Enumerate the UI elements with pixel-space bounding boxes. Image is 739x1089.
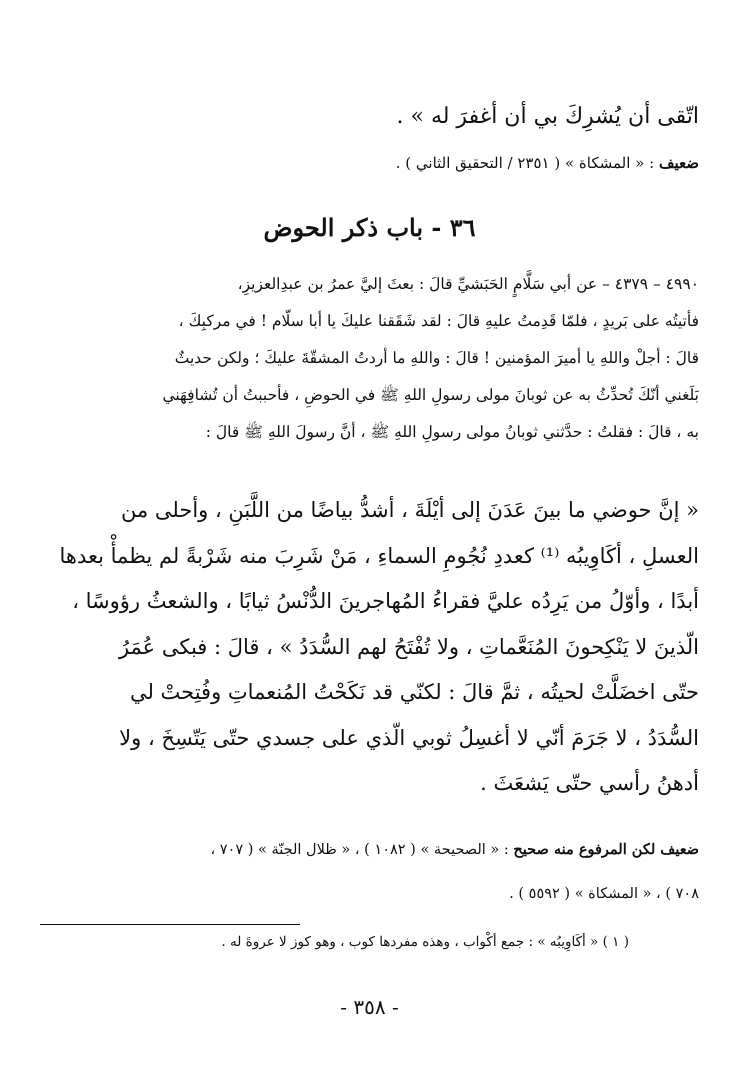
hadith-grading [32, 828, 699, 916]
hadith-narration [32, 266, 699, 451]
footnote-divider [40, 924, 300, 925]
closing-text: اتّقى أن يُشرِكَ بي أن أغفرَ له » . [396, 104, 699, 129]
prophetic-quote [32, 488, 699, 807]
quote-line: أدهنُ رأسي حتّى يَشعَثَ . [480, 771, 699, 795]
quote-line: السُّدَدُ ، لا جَرَمَ أنّي لا أغسِلُ ثوبي الّذي على جسدي حتّى يَتّسِخَ ، ولا [119, 725, 699, 750]
quote-line: الّذينَ لا يَنْكِحونَ المُنَعَّماتِ ، ولا تُفْتَحُ لهم السُّدَدُ » ، قالَ : فبكى عُمَرُ [118, 634, 699, 659]
quote-line: « إنَّ حوضي ما بينَ عَدَنَ إلى أيْلَةَ ، أشدُّ بياضًا من اللَّبَنِ ، وأحلى من [120, 498, 699, 522]
footnote: ( ١ ) « أكَاوِيبُه » : جمع أكْواب ، وهذه مفردها كوب ، وهو كوز لا عروةَ له . [221, 934, 629, 950]
grading-references-continued: ٧٠٨ ) ، « المشكاة » ( ٥٥٩٢ ) . [509, 886, 699, 902]
page-number: - ٣٥٨ - [340, 995, 399, 1019]
grading-text: : « المشكاة » ( ٢٣٥١ / التحقيق الثاني ) . [395, 154, 655, 172]
grading-label: ضعيف [658, 154, 699, 172]
grading-label: ضعيف لكن المرفوع منه صحيح [513, 841, 699, 858]
previous-hadith-closing [32, 100, 699, 134]
previous-grading [32, 150, 699, 176]
chapter-title: ٣٦ - باب ذكر الحوض [263, 213, 476, 242]
hadith-line: فأتيتُه على بَريدٍ ، فلمّا قَدِمتُ عليهِ قالَ : لقد شَقَقنا عليكَ يا أبا سلّام ! في مركبِكَ ، [178, 312, 699, 330]
quote-line: العسلِ ، أكَاوِيبُه ⁽¹⁾ كعددِ نُجُومِ السماءِ ، مَنْ شَرِبَ منه شَرْبةً لم يظمأْ بعدها [59, 543, 699, 568]
hadith-line: بَلَغني أنّكَ تُحدِّثُ به عن ثوبانَ مولى رسولِ اللهِ ﷺ في الحوضِ ، فأحببتُ أن تُشافِهَني [162, 386, 699, 404]
quote-line: أبدًا ، وأوّلُ من يَرِدُه عليَّ فقراءُ المُهاجرينَ الدُّنْسُ ثيابًا ، والشعثُ رؤوسًا ، [72, 589, 699, 613]
hadith-line: به ، قالَ : فقلتُ : حدَّثني ثوبانُ مولى رسولِ اللهِ ﷺ ، أنَّ رسولَ اللهِ ﷺ قالَ : [205, 423, 699, 441]
quote-line: حتّى اخضَلَّتْ لحيتُه ، ثمَّ قالَ : لكنّي قد نَكَحْتُ المُنعماتِ وفُتِحتْ لي [129, 680, 699, 704]
grading-references: : « الصحيحة » ( ١٠٨٢ ) ، « ظلال الجنّة » ( ٧٠٧ ، [210, 842, 509, 858]
hadith-line: قالَ : أجلْ واللهِ يا أميرَ المؤمنين ! قالَ : واللهِ ما أردتُ المشقّةَ عليكَ ؛ ولكن حديثٌ [174, 349, 699, 367]
hadith-line: ٤٩٩٠ – ٤٣٧٩ – عن أبي سَلَّامٍ الحَبَشيِّ قالَ : بعثَ إليَّ عمرُ بن عبدِالعزيزِ، [237, 275, 699, 293]
